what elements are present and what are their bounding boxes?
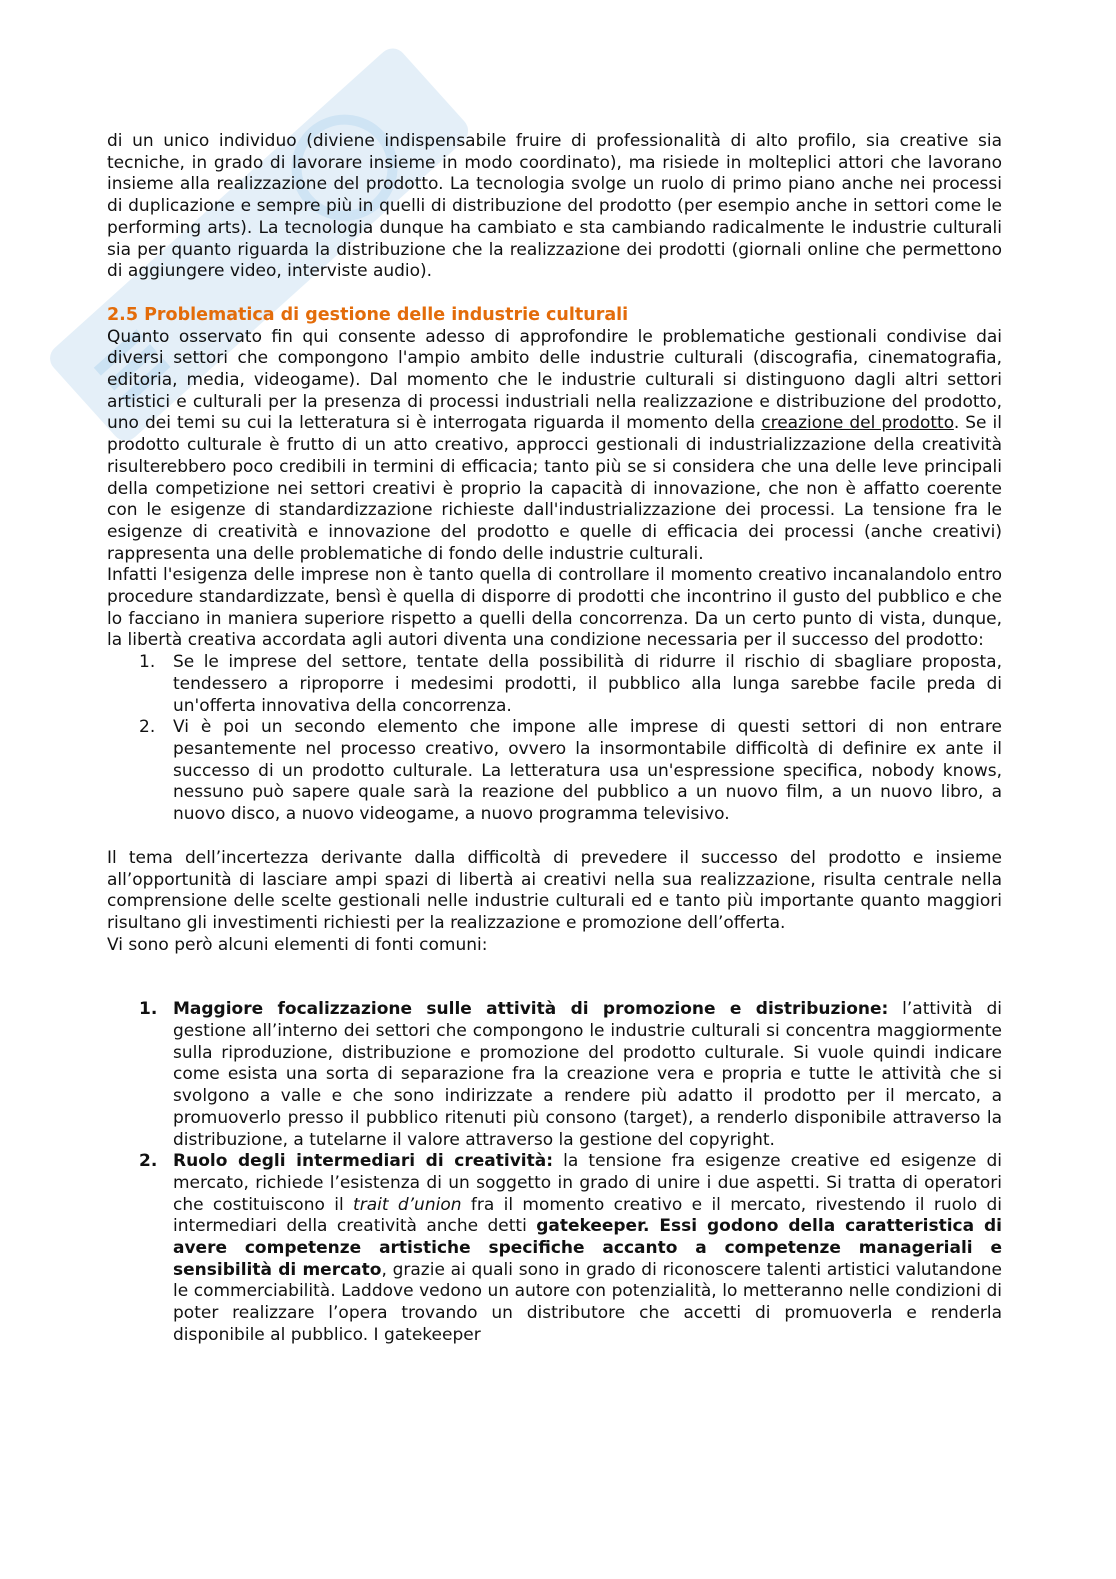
- numbered-list-reasons: [107, 652, 1002, 826]
- list-item-text: , grazie ai quali sono in grado di riconoscere talenti artistici valutandone le commerciabilità. Laddove vedono un autore con potenzialità, lo metteranno nelle condizioni di poter realizzare l’opera trovando un distributore che accetti di promuoverla e renderla disponibile al pubblico. I gatekeeper: [173, 1259, 1002, 1345]
- list-number: 2.: [139, 717, 156, 738]
- list-item: [107, 1151, 1002, 1346]
- numbered-list-elements: [107, 999, 1002, 1346]
- paragraph-common-elements: Vi sono però alcuni elementi di fonti comuni:: [107, 934, 488, 955]
- list-item-heading: Maggiore focalizzazione sulle attività di promozione e distribuzione:: [173, 999, 889, 1020]
- list-number: 1.: [139, 999, 158, 1020]
- paragraph-creation: [107, 327, 1002, 566]
- paragraph-text: . Se il prodotto culturale è frutto di un atto creativo, approcci gestionali di industrializzazione della creatività risulterebbero poco credibili in termini di efficacia; tanto più se si considera che una delle leve principali della competizione nei settori creativi è proprio la capacità di innovazione, che non è affatto coerente con le esigenze di standardizzazione richieste dall'industrializzazione dei processi. La tensione fra le esigenze di creatività e innovazione del prodotto e quelle di efficacia dei processi (anche creativi) rappresenta una delle problematiche di fondo delle industrie culturali.: [107, 413, 1002, 564]
- list-item-text: l’attività di gestione all’interno dei settori che compongono le industrie culturali si concentra maggiormente sulla riproduzione, distribuzione e promozione del prodotto culturale. Si vuole quindi indicare come esista una sorta di separazione fra la creazione vera e propria e tutte le attività che si svolgono a valle e che sono indirizzate a rendere più adatto il prodotto per il mercato, a promuoverlo presso il pubblico ritenuti più consono (target), a renderlo disponibile attraverso la distribuzione, a tutelarne il valore attraverso la gestione del copyright.: [173, 999, 1002, 1150]
- document-page: [107, 131, 1002, 1347]
- section-heading: 2.5 Problematica di gestione delle industrie culturali: [107, 304, 629, 325]
- list-item-text: fra il momento creativo e il mercato, rivestendo il ruolo di intermediari della creatività anche detti: [173, 1194, 1002, 1237]
- underlined-phrase: creazione del prodotto: [761, 413, 954, 434]
- list-number: 1.: [139, 652, 156, 673]
- list-number: 2.: [139, 1151, 158, 1172]
- list-item: [107, 999, 1002, 1151]
- list-item-text: Se le imprese del settore, tentate della possibilità di ridurre il rischio di sbagliare proposta, tendessero a riproporre i medesimi prodotti, il pubblico alla lunga sarebbe facile preda di un'offerta innovativa della concorrenza.: [173, 652, 1002, 716]
- bold-phrase: gatekeeper. Essi godono della caratteristica di avere competenze artistiche specifiche accanto a competenze manageriali e sensibilità di mercato: [173, 1216, 1002, 1280]
- paragraph-uncertainty: Il tema dell’incertezza derivante dalla difficoltà di prevedere il successo del prodotto e insieme all’opportunità di lasciare ampi spazi di libertà ai creativi nella sua realizzazione, risulta centrale nella comprensione delle scelte gestionali nelle industrie culturali ed e tanto più importante quanto maggiori risultano gli investimenti richiesti per la realizzazione e promozione dell’offerta.: [107, 847, 1002, 933]
- italic-phrase: trait d’union: [353, 1194, 462, 1215]
- paragraph-text: Quanto osservato fin qui consente adesso di approfondire le problematiche gestionali condivise dai diversi settori che compongono l'ampio ambito delle industrie culturali (discografia, cinematografia, editoria, media, videogame). Dal momento che le industrie culturali si distinguono dagli altri settori artistici e culturali per la presenza di processi industriali nella realizzazione e distribuzione del prodotto, uno dei temi su cui la letteratura si è interrogata riguarda il momento della: [107, 326, 1002, 434]
- list-item-text: Vi è poi un secondo elemento che impone alle imprese di questi settori di non entrare pesantemente nel processo creativo, ovvero la insormontabile difficoltà di definire ex ante il successo di un prodotto culturale. La letteratura usa un'espressione specifica, nobody knows, nessuno può sapere quale sarà la reazione del pubblico a un nuovo film, a un nuovo libro, a nuovo disco, a nuovo videogame, a nuovo programma televisivo.: [173, 717, 1002, 825]
- list-item-text: la tensione fra esigenze creative ed esigenze di mercato, richiede l’esistenza di un soggetto in grado di unire i due aspetti. Si tratta di operatori che costituiscono il: [173, 1151, 1002, 1215]
- list-item-heading: Ruolo degli intermediari di creatività:: [173, 1151, 554, 1172]
- list-item: [107, 652, 1002, 717]
- intro-paragraph: di un unico individuo (diviene indispensabile fruire di professionalità di alto profilo, sia creative sia tecniche, in grado di lavorare insieme in modo coordinato), ma risiede in molteplici attori che lavorano insieme alla realizzazione del prodotto. La tecnologia svolge un ruolo di primo piano anche nei processi di duplicazione e sempre più in quelli di distribuzione del prodotto (per esempio anche in settori come le performing arts). La tecnologia dunque ha cambiato e sta cambiando radicalmente le industrie culturali sia per quanto riguarda la distribuzione che la realizzazione dei prodotti (giornali online che permettono di aggiungere video, interviste audio).: [107, 131, 1002, 282]
- watermark-mark: ≡: [65, 299, 195, 431]
- paragraph-needs: Infatti l'esigenza delle imprese non è tanto quella di controllare il momento creativo incanalandolo entro procedure standardizzate, bensì è quella di disporre di prodotti che incontrino il gusto del pubblico e che lo facciano in maniera superiore rispetto a quelli della concorrenza. Da un certo punto di vista, dunque, la libertà creativa accordata agli autori diventa una condizione necessaria per il successo del prodotto:: [107, 565, 1002, 651]
- list-item: [107, 717, 1002, 826]
